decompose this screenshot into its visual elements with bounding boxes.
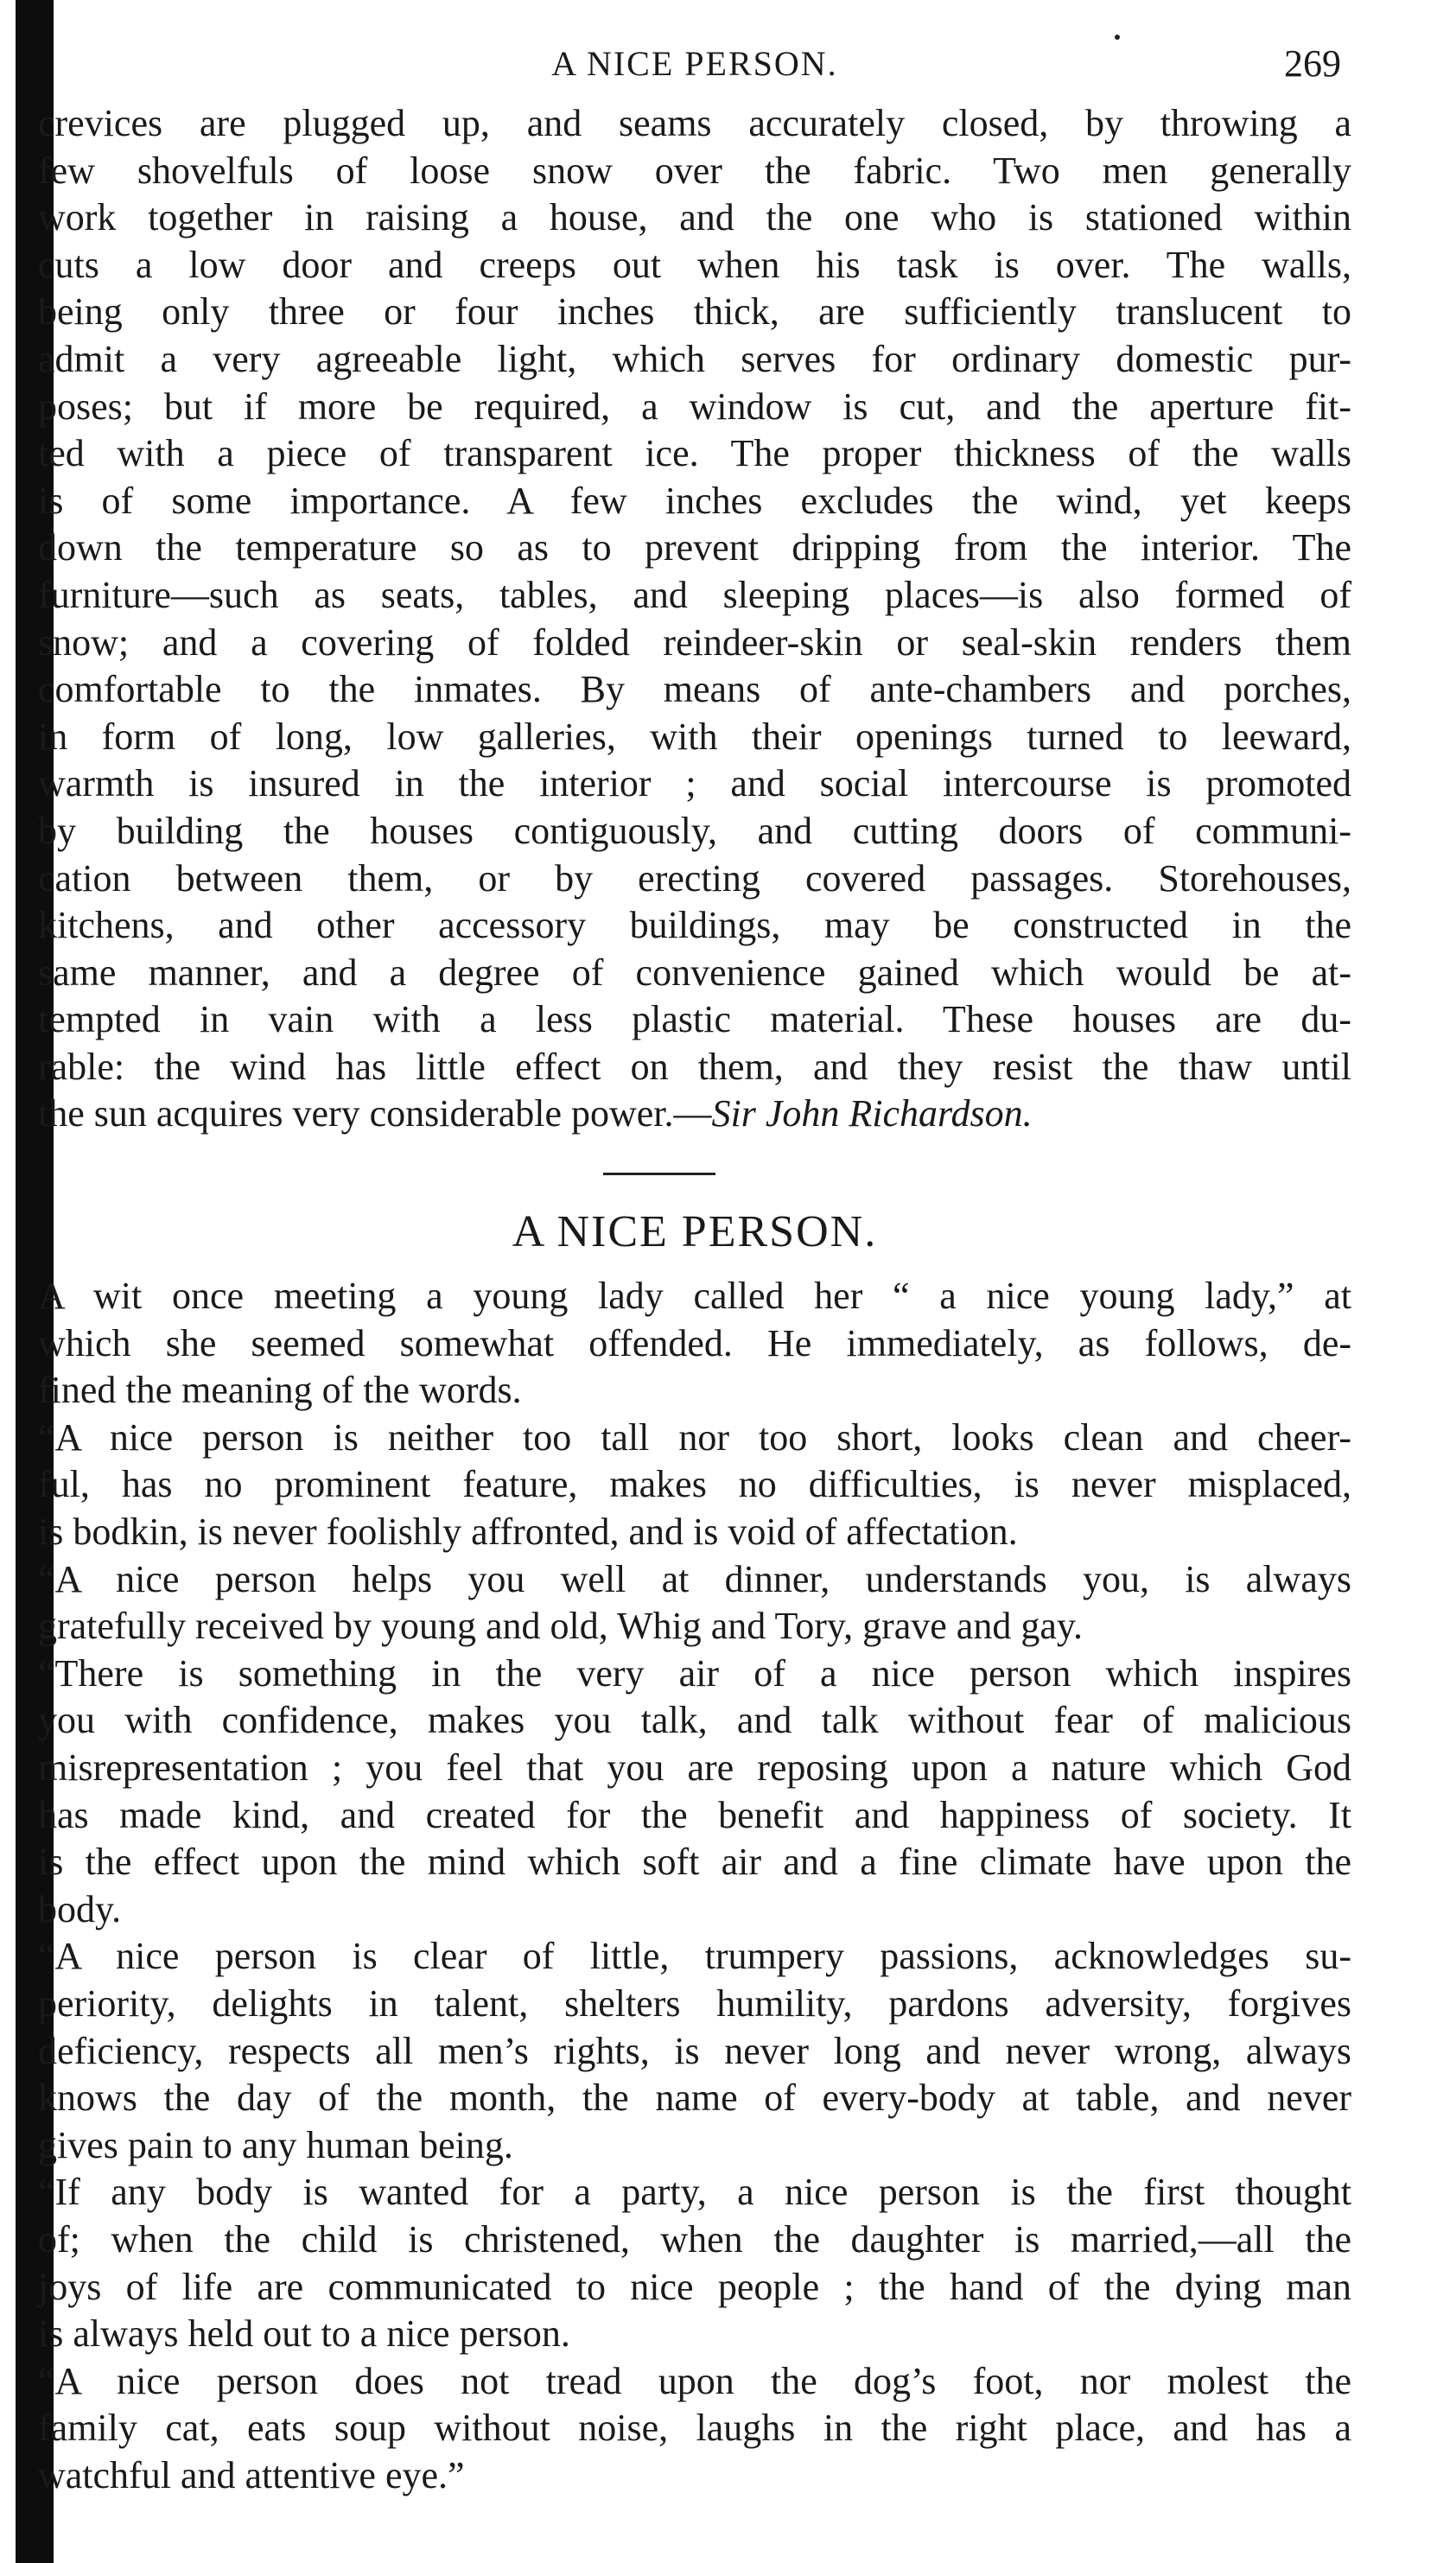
text-line: furniture—such as seats, tables, and sleeping places—is also formed of bbox=[38, 573, 1351, 616]
page-number: 269 bbox=[1284, 42, 1341, 85]
running-head bbox=[38, 35, 1351, 97]
text-line: is of some importance. A few inches excludes the wind, yet keeps bbox=[38, 479, 1351, 522]
text-line: cation between them, or by erecting covered passages. Storehouses, bbox=[38, 856, 1351, 900]
text-line: A wit once meeting a young lady called her “ a nice young lady,” at bbox=[38, 1275, 1351, 1318]
running-title: A NICE PERSON. bbox=[551, 44, 838, 83]
text-line: being only three or four inches thick, are sufficiently translucent to bbox=[38, 290, 1351, 334]
print-speck bbox=[1115, 35, 1120, 40]
text-line: of; when the child is christened, when the daughter is married,—all the bbox=[38, 2217, 1351, 2261]
text-line: body. bbox=[38, 1887, 122, 1930]
text-line: by building the houses contiguously, and cutting doors of communi- bbox=[38, 809, 1351, 852]
final-line-text: the sun acquires very considerable power.— bbox=[38, 1092, 712, 1135]
text-line: periority, delights in talent, shelters humility, pardons adversity, forgives bbox=[38, 1981, 1351, 2025]
text-line: ful, has no prominent feature, makes no difficulties, is never misplaced, bbox=[38, 1463, 1351, 1506]
text-line: “A nice person is clear of little, trumpery passions, acknowledges su- bbox=[38, 1935, 1351, 1978]
text-line: snow; and a covering of folded reindeer-skin or seal-skin renders them bbox=[38, 620, 1351, 664]
text-line: ted with a piece of transparent ice. The proper thickness of the walls bbox=[38, 432, 1351, 475]
text-line: tempted in vain with a less plastic material. These houses are du- bbox=[38, 998, 1351, 1041]
text-line: is bodkin, is never foolishly affronted, and is void of affectation. bbox=[38, 1510, 1018, 1554]
book-page bbox=[38, 35, 1351, 2500]
text-line: you with confidence, makes you talk, and talk without fear of malicious bbox=[38, 1699, 1351, 1742]
text-line: “A nice person is neither too tall nor too short, looks clean and cheer- bbox=[38, 1415, 1351, 1459]
text-line: crevices are plugged up, and seams accurately closed, by throwing a bbox=[38, 102, 1351, 144]
text-line: which she seemed somewhat offended. He immediately, as follows, de- bbox=[38, 1321, 1351, 1364]
nice-person-passage bbox=[38, 1273, 1351, 2499]
attribution: Sir John Richardson. bbox=[711, 1092, 1033, 1135]
text-line: comfortable to the inmates. By means of ante-chambers and porches, bbox=[38, 668, 1351, 711]
text-line: rable: the wind has little effect on them, and they resist the thaw until bbox=[38, 1045, 1351, 1088]
text-line: cuts a low door and creeps out when his task is over. The walls, bbox=[38, 243, 1351, 286]
text-line: “A nice person does not tread upon the dog’s foot, nor molest the bbox=[38, 2359, 1351, 2402]
text-line: same manner, and a degree of convenience gained which would be at- bbox=[38, 951, 1351, 994]
text-line: is always held out to a nice person. bbox=[38, 2312, 570, 2356]
text-line: has made kind, and created for the benefit and happiness of society. It bbox=[38, 1793, 1351, 1836]
text-line: poses; but if more be required, a window is cut, and the aperture fit- bbox=[38, 385, 1351, 428]
text-line: few shovelfuls of loose snow over the fabric. Two men generally bbox=[38, 149, 1351, 192]
text-line: gratefully received by young and old, Whig and Tory, grave and gay. bbox=[38, 1605, 1083, 1648]
section-divider bbox=[603, 1173, 715, 1175]
text-line: joys of life are communicated to nice people ; the hand of the dying man bbox=[38, 2265, 1351, 2308]
text-line: misrepresentation ; you feel that you are reposing upon a nature which God bbox=[38, 1746, 1351, 1789]
page-edge bbox=[0, 0, 16, 2563]
text-line: “There is something in the very air of a nice person which inspires bbox=[38, 1651, 1351, 1695]
text-line: kitchens, and other accessory buildings, may be constructed in the bbox=[38, 904, 1351, 947]
text-line: fined the meaning of the words. bbox=[38, 1369, 522, 1412]
text-line: “If any body is wanted for a party, a nice person is the first thought bbox=[38, 2171, 1351, 2214]
text-line: “A nice person helps you well at dinner, understands you, is always bbox=[38, 1557, 1351, 1600]
text-line: knows the day of the month, the name of every-body at table, and never bbox=[38, 2076, 1351, 2120]
text-line: in form of long, low galleries, with their openings turned to leeward, bbox=[38, 715, 1351, 758]
text-line: admit a very agreeable light, which serves for ordinary domestic pur- bbox=[38, 337, 1351, 380]
text-line: warmth is insured in the interior ; and social intercourse is promoted bbox=[38, 762, 1351, 805]
text-line: watchful and attentive eye.” bbox=[38, 2453, 465, 2496]
text-line: family cat, eats soup without noise, laughs in the right place, and has a bbox=[38, 2407, 1351, 2450]
text-line-final bbox=[38, 1091, 1351, 1138]
text-line: gives pain to any human being. bbox=[38, 2123, 513, 2166]
text-line: down the temperature so as to prevent dripping from the interior. The bbox=[38, 526, 1351, 569]
text-line: is the effect upon the mind which soft air and a fine climate have upon the bbox=[38, 1841, 1351, 1884]
section-heading: A NICE PERSON. bbox=[512, 1207, 878, 1257]
text-line: work together in raising a house, and the one who is stationed within bbox=[38, 196, 1351, 239]
igloo-passage bbox=[38, 100, 1351, 1138]
text-line: deficiency, respects all men’s rights, is never long and never wrong, always bbox=[38, 2029, 1351, 2072]
